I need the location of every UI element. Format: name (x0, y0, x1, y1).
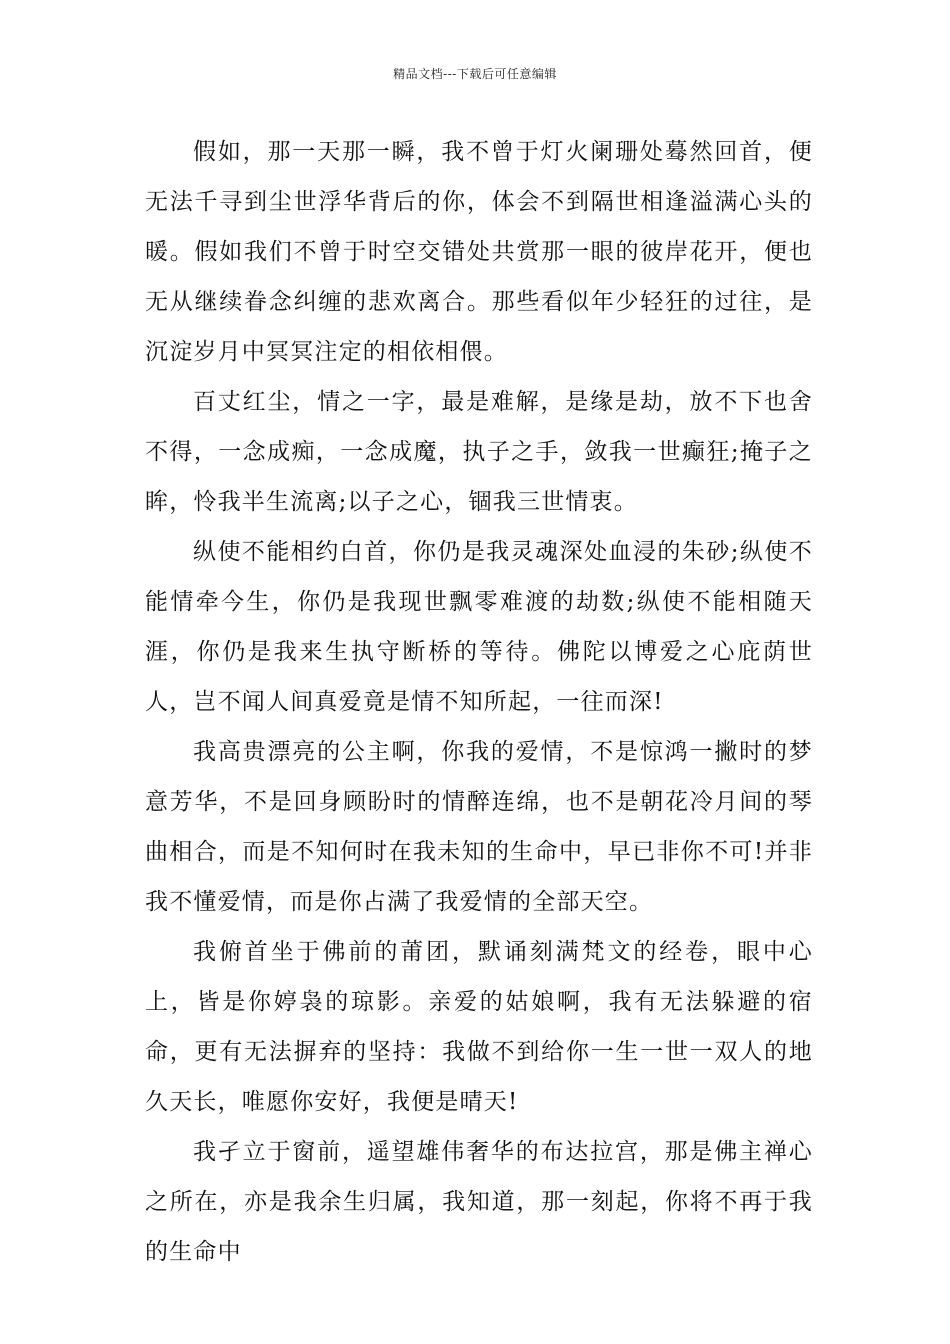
page-header: 精品文档---下载后可任意编辑 (393, 67, 557, 81)
paragraph-3: 纵使不能相约白首，你仍是我灵魂深处血浸的朱砂;纵使不能情牵今生，你仍是我现世飘零难渡的劫数;纵使不能相随天涯，你仍是我来生执守断桥的等待。佛陀以博爱之心庇荫世人，岂不闻人间真爱竟是情不知所起，一往而深! (145, 539, 813, 715)
paragraph-5: 我俯首坐于佛前的莆团，默诵刻满梵文的经卷，眼中心上，皆是你婷袅的琼影。亲爱的姑娘啊，我有无法躲避的宿命，更有无法摒弃的坚持：我做不到给你一生一世一双人的地久天长，唯愿你安好，我便是晴天! (145, 939, 813, 1115)
document-body (145, 127, 813, 1277)
paragraph-6: 我孑立于窗前，遥望雄伟奢华的布达拉宫，那是佛主禅心之所在，亦是我余生归属，我知道，那一刻起，你将不再于我的生命中 (145, 1139, 813, 1265)
paragraph-4: 我高贵漂亮的公主啊，你我的爱情，不是惊鸿一撇时的梦意芳华，不是回身顾盼时的情醉连绵，也不是朝花冷月间的琴曲相合，而是不知何时在我未知的生命中，早已非你不可!并非我不懂爱情，而是你占满了我爱情的全部天空。 (145, 739, 813, 915)
paragraph-1: 假如，那一天那一瞬，我不曾于灯火阑珊处蓦然回首，便无法千寻到尘世浮华背后的你，体会不到隔世相逢溢满心头的暖。假如我们不曾于时空交错处共赏那一眼的彼岸花开，便也无从继续眷念纠缠的悲欢离合。那些看似年少轻狂的过往，是沉淀岁月中冥冥注定的相依相偎。 (145, 139, 813, 365)
paragraph-2: 百丈红尘，情之一字，最是难解，是缘是劫，放不下也舍不得，一念成痴，一念成魔，执子之手，敛我一世癫狂;掩子之眸，怜我半生流离;以子之心，锢我三世情衷。 (145, 389, 813, 515)
